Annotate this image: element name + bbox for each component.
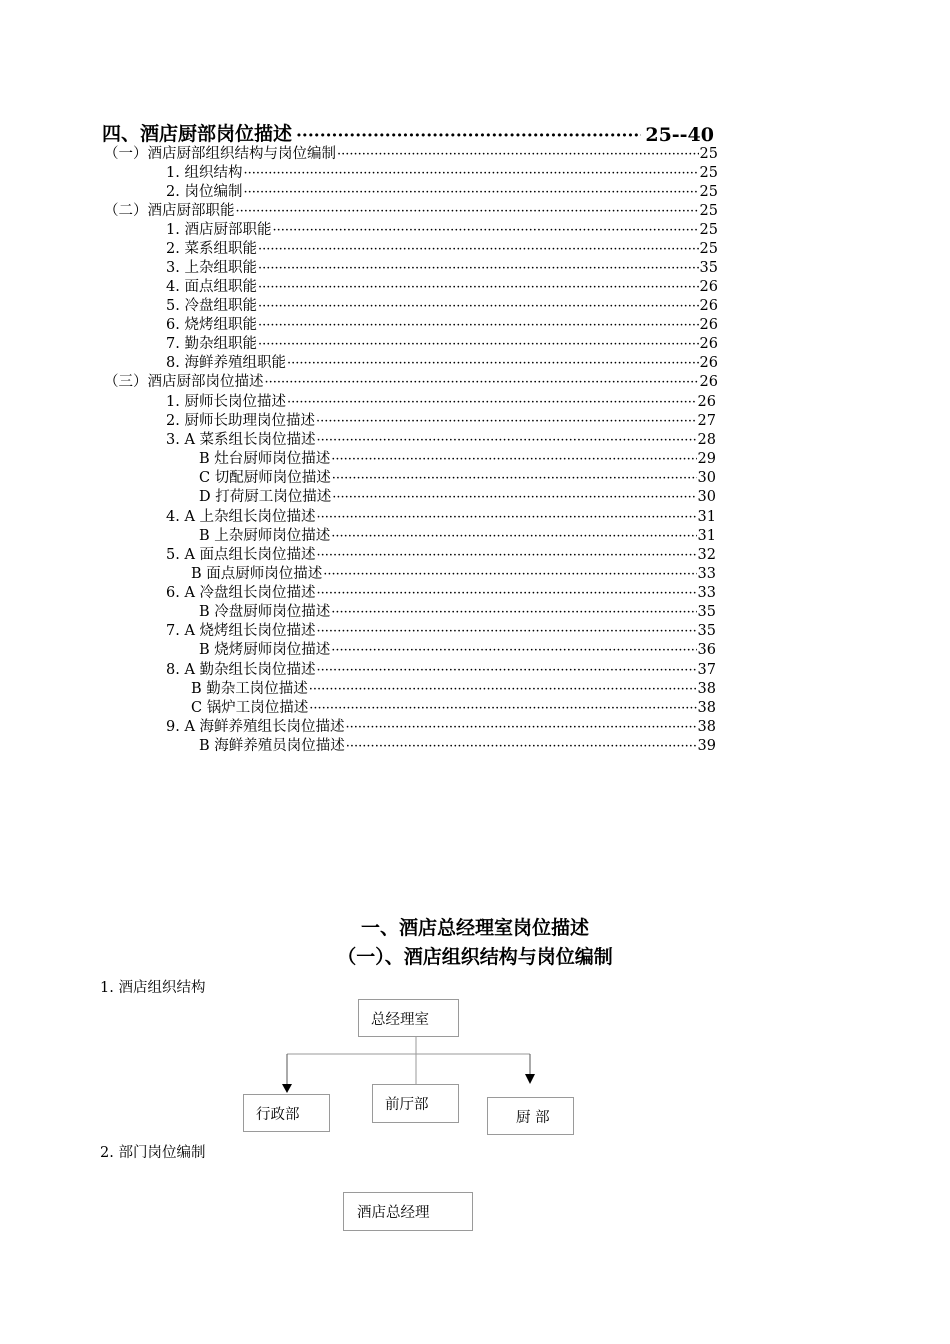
toc-entry-page: 26 (699, 279, 718, 295)
toc-entry-page: 31 (697, 528, 716, 544)
toc-entry-page: 25 (699, 165, 718, 181)
toc-entry-page: 26 (699, 298, 718, 314)
toc-entry (166, 718, 716, 737)
toc-leader (317, 431, 697, 450)
toc-leader (296, 124, 641, 146)
toc-entry-text: （二）酒店厨部职能 (104, 203, 235, 219)
toc-entry-text: 7. 勤杂组职能 (166, 336, 257, 352)
toc-entry (166, 221, 718, 240)
toc-entry-page: 27 (697, 413, 716, 429)
section-subtitle: （一）、酒店组织结构与岗位编制 (337, 946, 613, 968)
toc-leader (317, 546, 697, 565)
toc-entry-page: 25 (699, 241, 718, 257)
toc-leader (258, 316, 699, 335)
toc-leader (287, 393, 697, 412)
toc-entry (166, 584, 716, 603)
toc-entry (166, 259, 718, 278)
toc-leader (309, 680, 697, 699)
toc-entry-page: 26 (699, 374, 718, 390)
toc-entry (104, 373, 718, 392)
staffing-label: 2. 部门岗位编制 (100, 1145, 206, 1161)
toc-entry-text: 1. 厨师长岗位描述 (166, 394, 286, 410)
arrowhead-icon (525, 1074, 535, 1084)
toc-entry-text: 2. 岗位编制 (166, 184, 243, 200)
toc-entry-text: C 锅炉工岗位描述 (191, 700, 309, 716)
toc-entry-text: 8. 海鲜养殖组职能 (166, 355, 286, 371)
toc-entry (199, 641, 716, 660)
toc-leader (331, 603, 696, 622)
toc-entry-text: C 切配厨师岗位描述 (199, 470, 331, 486)
toc-entry-page: 38 (697, 681, 716, 697)
toc-entry-page: 25 (699, 222, 718, 238)
toc-heading-page: 25--40 (645, 124, 714, 146)
toc-entry-page: 36 (697, 642, 716, 658)
toc-entry-text: B 勤杂工岗位描述 (191, 681, 308, 697)
toc-entry (166, 183, 718, 202)
toc-entry-text: （三）酒店厨部岗位描述 (104, 374, 264, 390)
toc-entry-text: 2. 菜系组职能 (166, 241, 257, 257)
staffing-node-top (343, 1192, 473, 1231)
toc-entry-page: 33 (697, 566, 716, 582)
toc-entry-text: D 打荷厨工岗位描述 (199, 489, 332, 505)
toc-leader (258, 278, 699, 297)
toc-entry (199, 737, 716, 756)
toc-entry (104, 202, 718, 221)
toc-entry-page: 35 (697, 623, 716, 639)
toc-entry-page: 26 (699, 355, 718, 371)
toc-heading (102, 120, 714, 146)
toc-entry-text: B 灶台厨师岗位描述 (199, 451, 331, 467)
toc-entry-text: 2. 厨师长助理岗位描述 (166, 413, 315, 429)
toc-leader (258, 297, 699, 316)
toc-leader (337, 145, 699, 164)
toc-entry (191, 699, 716, 718)
toc-entry (191, 680, 716, 699)
toc-entry-text: B 面点厨师岗位描述 (191, 566, 323, 582)
toc-entry-page: 30 (697, 489, 716, 505)
toc-entry-page: 26 (699, 336, 718, 352)
toc-entry-page: 38 (697, 700, 716, 716)
toc-entry-page: 25 (699, 146, 718, 162)
toc-leader (236, 202, 699, 221)
toc-leader (331, 450, 696, 469)
toc-entry-page: 33 (697, 585, 716, 601)
toc-leader (323, 565, 696, 584)
toc-entry-text: 1. 组织结构 (166, 165, 243, 181)
toc-entry (199, 450, 716, 469)
toc-leader (272, 221, 698, 240)
toc-entry-text: B 上杂厨师岗位描述 (199, 528, 331, 544)
toc-entry (166, 508, 716, 527)
toc-leader (287, 354, 699, 373)
toc-leader (243, 164, 698, 183)
toc-entry (166, 622, 716, 641)
org-node-root (358, 999, 459, 1037)
toc-entry-text: 1. 酒店厨部职能 (166, 222, 272, 238)
toc-entry (166, 335, 718, 354)
toc-entry-page: 26 (699, 317, 718, 333)
toc-leader (316, 412, 697, 431)
toc-leader (258, 335, 699, 354)
toc-entry (166, 297, 718, 316)
toc-entry-text: 4. 面点组职能 (166, 279, 257, 295)
toc-entry (199, 469, 716, 488)
toc-entry-text: 8. A 勤杂组长岗位描述 (166, 662, 316, 678)
toc-leader (346, 718, 697, 737)
toc-entry-page: 39 (697, 738, 716, 754)
toc-entry-text: 5. A 面点组长岗位描述 (166, 547, 316, 563)
toc-entry-page: 31 (697, 509, 716, 525)
toc-entry-page: 29 (697, 451, 716, 467)
arrowhead-icon (282, 1084, 292, 1093)
org-node-label: 厨 部 (516, 1109, 550, 1126)
toc-leader (309, 699, 696, 718)
org-node-label: 行政部 (256, 1106, 300, 1123)
toc-entry (166, 278, 718, 297)
toc-entry (199, 527, 716, 546)
org-node-label: 总经理室 (371, 1011, 429, 1028)
org-node-label: 前厅部 (385, 1097, 429, 1113)
toc-entry (166, 164, 718, 183)
toc-entry (104, 145, 718, 164)
toc-leader (331, 527, 696, 546)
toc-leader (258, 240, 699, 259)
toc-leader (317, 508, 697, 527)
toc-entry-text: （一）酒店厨部组织结构与岗位编制 (104, 146, 336, 162)
toc-entry-page: 28 (697, 432, 716, 448)
toc-leader (346, 737, 697, 756)
toc-leader (317, 584, 697, 603)
org-node (372, 1084, 459, 1123)
toc-entry-page: 26 (697, 394, 716, 410)
toc-entry-text: B 海鲜养殖员岗位描述 (199, 738, 345, 754)
toc-entry-text: B 烧烤厨师岗位描述 (199, 642, 331, 658)
toc-entry-text: B 冷盘厨师岗位描述 (199, 604, 331, 620)
org-node (487, 1097, 574, 1135)
org-structure-label: 1. 酒店组织结构 (100, 980, 206, 996)
toc-entry-page: 35 (699, 260, 718, 276)
toc-entry (166, 240, 718, 259)
staffing-node-label: 酒店总经理 (357, 1205, 430, 1221)
toc-heading-text: 四、酒店厨部岗位描述 (102, 123, 293, 145)
toc-entry-page: 32 (697, 547, 716, 563)
toc-leader (258, 259, 699, 278)
toc-entry-text: 9. A 海鲜养殖组长岗位描述 (166, 719, 345, 735)
toc-entry-page: 37 (697, 662, 716, 678)
toc-entry-text: 3. 上杂组职能 (166, 260, 257, 276)
toc-entry (199, 488, 716, 507)
toc-entry (166, 661, 716, 680)
toc-entry-text: 6. 烧烤组职能 (166, 317, 257, 333)
toc-entry-text: 4. A 上杂组长岗位描述 (166, 509, 316, 525)
toc-leader (317, 622, 697, 641)
toc-leader (332, 488, 696, 507)
toc-entry-text: 7. A 烧烤组长岗位描述 (166, 623, 316, 639)
toc-leader (332, 469, 697, 488)
toc-entry (166, 354, 718, 373)
org-node (243, 1094, 330, 1132)
toc-entry-page: 30 (697, 470, 716, 486)
toc-entry (166, 316, 718, 335)
toc-entry (199, 603, 716, 622)
toc-entry-text: 5. 冷盘组职能 (166, 298, 257, 314)
toc-entry-page: 25 (699, 184, 718, 200)
toc-entry-page: 25 (699, 203, 718, 219)
toc-entry (166, 431, 716, 450)
toc-entry (191, 565, 716, 584)
toc-entry (166, 546, 716, 565)
section-title: 一、酒店总经理室岗位描述 (360, 917, 589, 939)
toc-leader (317, 661, 697, 680)
toc-entry (166, 412, 716, 431)
toc-leader (243, 183, 698, 202)
toc-entry-page: 38 (697, 719, 716, 735)
toc-leader (331, 641, 696, 660)
toc-entry (166, 393, 716, 412)
toc-entry-text: 3. A 菜系组长岗位描述 (166, 432, 316, 448)
toc-leader (265, 373, 699, 392)
toc-entry-page: 35 (697, 604, 716, 620)
toc-entry-text: 6. A 冷盘组长岗位描述 (166, 585, 316, 601)
